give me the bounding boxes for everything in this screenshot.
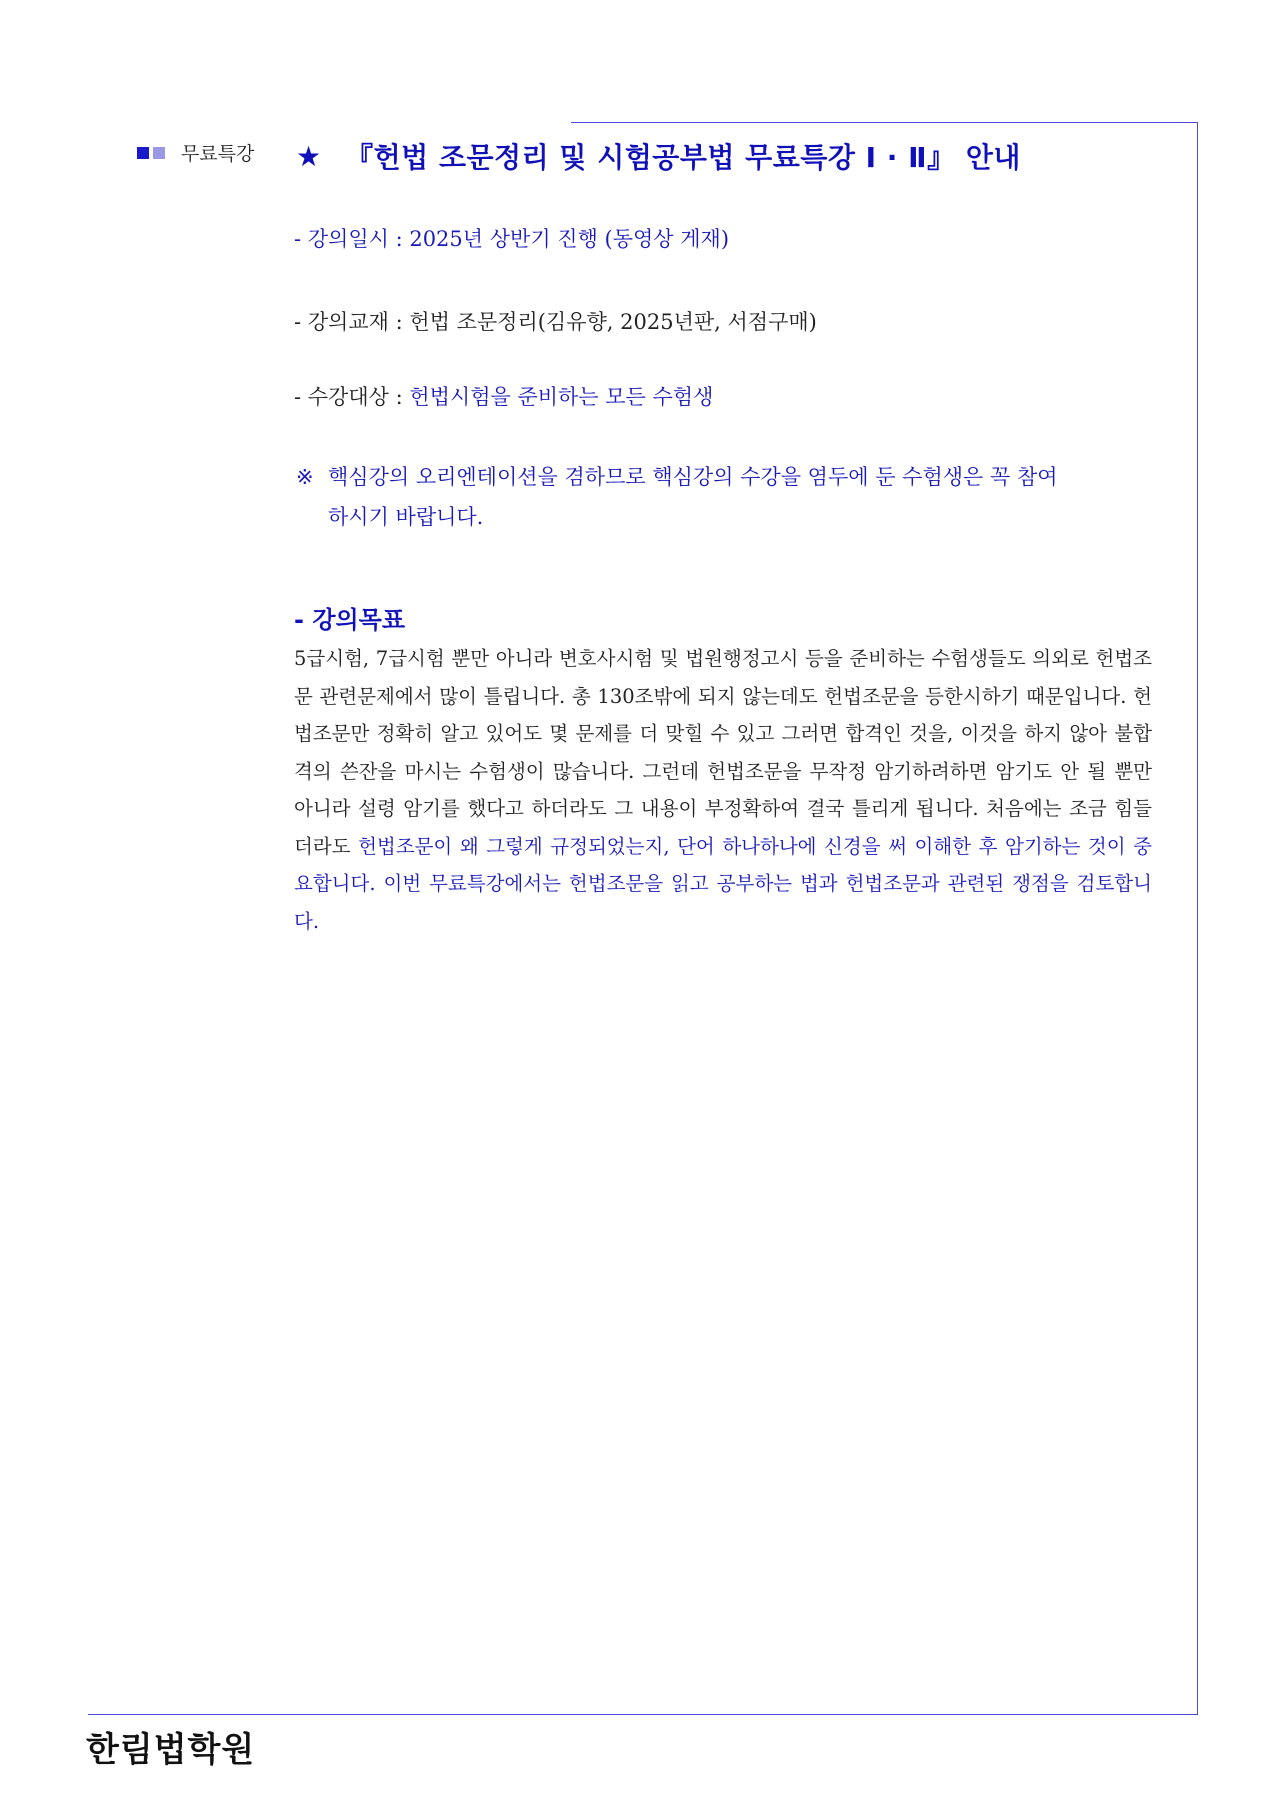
- lecture-textbook: - 강의교재 : 헌법 조문정리(김유향, 2025년판, 서점구매): [294, 310, 817, 334]
- page-title: [296, 136, 1021, 176]
- goal-text: 5급시험, 7급시험 뿐만 아니라 변호사시험 및 법원행정고시 등을 준비하는 수험생들도 의외로 헌법조문 관련문제에서 많이 틀립니다. 총 130조밖에 되지 않는데도 헌법조문을 등한시하기 때문입니다. 헌법조문만 정확히 알고 있어도 몇 문제를 더 맞힐 수 있고 그러면 합격인 것을, 이것을 하지 않아 불합격의 쓴잔을 마시는 수험생이 많습니다. 그런데 헌법조문을 무작정 암기하려하면 암기도 안 될 뿐만 아니라 설령 암기를 했다고 하더라도 그 내용이 부정확하여 결국 틀리게 됩니다. 처음에는 조금 힘들더라도: [294, 647, 1152, 858]
- square-bullet-light-icon: [153, 147, 165, 159]
- title-text: 『헌법 조문정리 및 시험공부법 무료특강 Ⅰ · Ⅱ』 안내: [345, 141, 1021, 174]
- lecture-target-value: 헌법시험을 준비하는 모든 수험생: [409, 385, 714, 409]
- lecture-target: [294, 381, 713, 411]
- section-label: 무료특강: [181, 143, 255, 165]
- goal-paragraph: [294, 640, 1152, 940]
- notice: [296, 457, 1152, 537]
- section-tag: [137, 139, 254, 166]
- notice-line-2: 하시기 바랍니다.: [328, 505, 484, 529]
- lecture-date: - 강의일시 : 2025년 상반기 진행 (동영상 게재): [294, 227, 730, 251]
- notice-text-1: 핵심강의 오리엔테이션을 겸하므로 핵심강의 수강을 염두에 둔 수험생은 꼭 참여: [328, 465, 1058, 489]
- reference-mark-icon: ※: [296, 465, 314, 489]
- square-bullet-icon: [137, 147, 149, 159]
- lecture-target-label: - 수강대상 :: [294, 385, 410, 409]
- goal-text-highlight: 헌법조문이 왜 그렇게 규정되었는지, 단어 하나하나에 신경을 써 이해한 후 암기하는 것이 중요합니다. 이번 무료특강에서는 헌법조문을 읽고 공부하는 법과 헌법조문과 관련된 쟁점을 검토합니다.: [294, 834, 1152, 933]
- notice-line-1: [296, 457, 1152, 497]
- star-icon: ★: [296, 139, 322, 173]
- frame-top-border: [571, 122, 1198, 123]
- frame-bottom-border: [88, 1714, 1198, 1715]
- academy-logo: 한림법학원: [86, 1730, 256, 1770]
- frame-right-border: [1197, 122, 1198, 1714]
- goal-heading: - 강의목표: [294, 606, 406, 634]
